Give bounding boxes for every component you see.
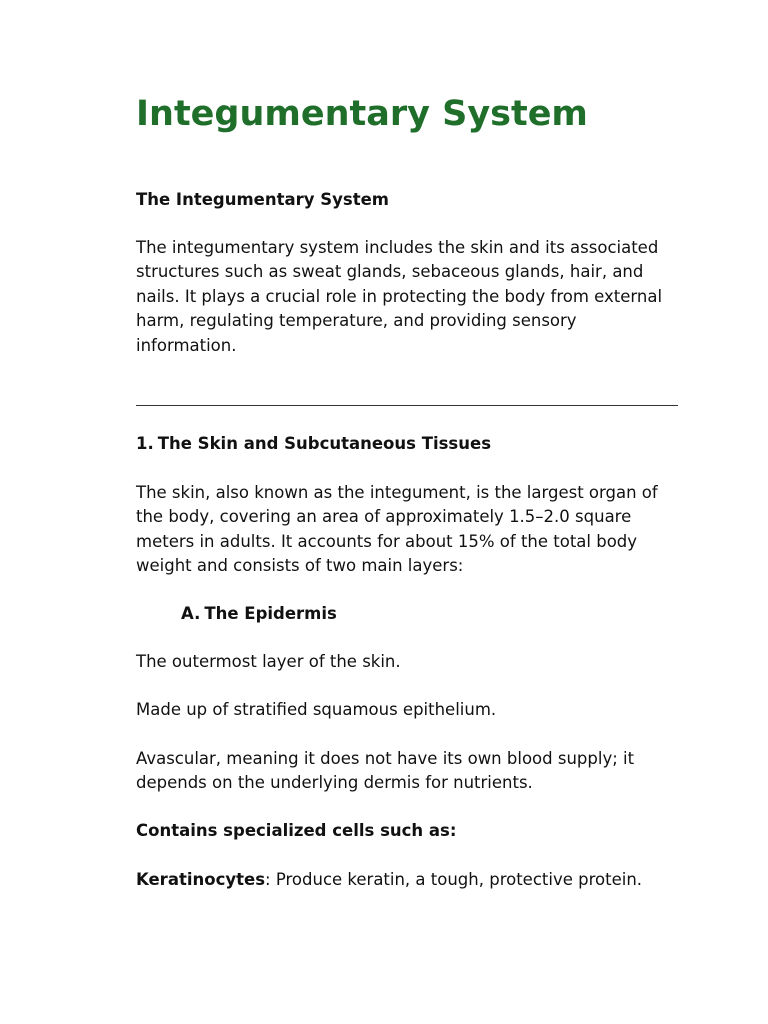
epidermis-point-1: The outermost layer of the skin. xyxy=(136,652,401,671)
section-1-heading xyxy=(136,432,491,456)
section-1-paragraph: The skin, also known as the integument, is the largest organ of the body, covering an area of approximately 1.5–2.0 square meters in adults. It accounts for about 15% of the total body weight and consists of two main layers: xyxy=(136,483,658,576)
subsection-a-title: The Epidermis xyxy=(204,604,337,623)
intro-paragraph: The integumentary system includes the skin and its associated structures such as sweat glands, sebaceous glands, hair, and nails. It plays a crucial role in protecting the body from external harm, regulating temperature, and providing sensory information. xyxy=(136,238,663,355)
keratinocytes-description: : Produce keratin, a tough, protective protein. xyxy=(265,870,643,889)
specialized-cells-heading: Contains specialized cells such as: xyxy=(136,821,457,840)
epidermis-point-3: Avascular, meaning it does not have its own blood supply; it depends on the underlying dermis for nutrients. xyxy=(136,749,635,793)
section-1-number: 1. xyxy=(136,434,154,453)
epidermis-point-2: Made up of stratified squamous epithelium. xyxy=(136,700,497,719)
intro-heading: The Integumentary System xyxy=(136,190,389,209)
subsection-a-letter: A. xyxy=(181,604,201,623)
section-1-title: The Skin and Subcutaneous Tissues xyxy=(157,434,492,453)
subsection-a-heading xyxy=(181,602,337,626)
keratinocytes-term: Keratinocytes xyxy=(136,870,266,889)
document-title: Integumentary System xyxy=(136,94,588,134)
horizontal-divider xyxy=(136,405,678,406)
keratinocytes-item xyxy=(136,868,678,892)
